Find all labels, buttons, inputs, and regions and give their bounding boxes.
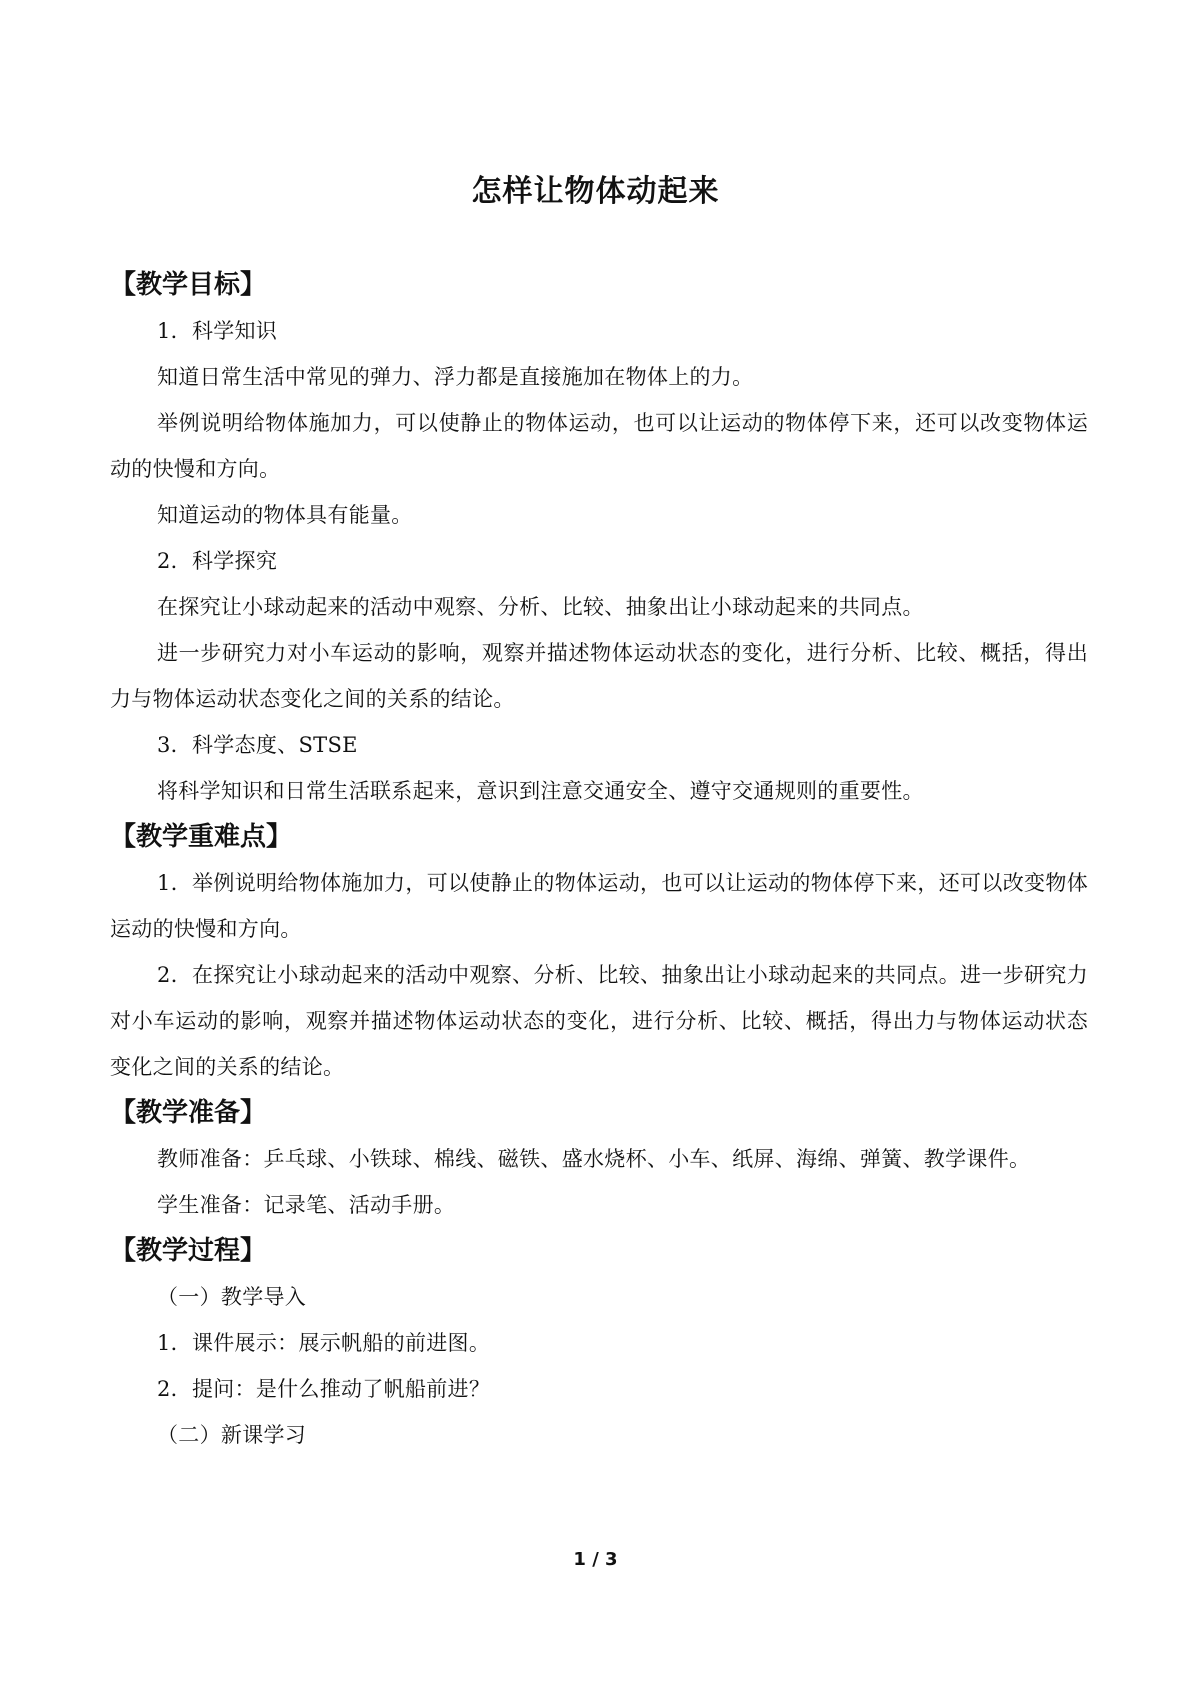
section-heading: 【教学目标】 (110, 270, 267, 300)
paragraph: 在探究让小球动起来的活动中观察、分析、比较、抽象出让小球动起来的共同点。 (157, 595, 924, 619)
paragraph: 将科学知识和日常生活联系起来，意识到注意交通安全、遵守交通规则的重要性。 (157, 779, 924, 803)
paragraph: 2．在探究让小球动起来的活动中观察、分析、比较、抽象出让小球动起来的共同点。进一步研究力对小车运动的影响，观察并描述物体运动状态的变化，进行分析、比较、概括，得出力与物体运动状态变化之间的关系的结论。 (110, 963, 1088, 1079)
paragraph: 1．课件展示：展示帆船的前进图。 (157, 1331, 491, 1355)
paragraph: 进一步研究力对小车运动的影响，观察并描述物体运动状态的变化，进行分析、比较、概括，得出力与物体运动状态变化之间的关系的结论。 (110, 641, 1088, 711)
page-number: 1 / 3 (573, 1549, 618, 1570)
section-heading: 【教学准备】 (110, 1098, 267, 1128)
page-title: 怎样让物体动起来 (471, 174, 720, 209)
paragraph: 学生准备：记录笔、活动手册。 (157, 1193, 456, 1217)
paragraph: 知道运动的物体具有能量。 (157, 503, 413, 527)
paragraph: 举例说明给物体施加力，可以使静止的物体运动，也可以让运动的物体停下来，还可以改变物体运动的快慢和方向。 (110, 411, 1088, 481)
paragraph: （二）新课学习 (157, 1423, 307, 1447)
paragraph: 教师准备：乒乓球、小铁球、棉线、磁铁、盛水烧杯、小车、纸屏、海绵、弹簧、教学课件。 (157, 1147, 1031, 1171)
section-teaching-goals (110, 262, 1088, 814)
paragraph: 知道日常生活中常见的弹力、浮力都是直接施加在物体上的力。 (157, 365, 754, 389)
section-heading: 【教学过程】 (110, 1236, 267, 1266)
paragraph: 2．提问：是什么推动了帆船前进？ (157, 1377, 491, 1401)
section-teaching-process (110, 1228, 1088, 1458)
paragraph: 1．举例说明给物体施加力，可以使静止的物体运动，也可以让运动的物体停下来，还可以改变物体运动的快慢和方向。 (110, 871, 1088, 941)
paragraph: 1．科学知识 (157, 319, 278, 343)
document-body (110, 262, 1088, 1458)
section-key-difficulties (110, 814, 1088, 1090)
paragraph: （一）教学导入 (157, 1285, 307, 1309)
paragraph: 2．科学探究 (157, 549, 278, 573)
paragraph: 3．科学态度、STSE (157, 733, 358, 757)
section-preparation (110, 1090, 1088, 1228)
section-heading: 【教学重难点】 (110, 822, 293, 852)
